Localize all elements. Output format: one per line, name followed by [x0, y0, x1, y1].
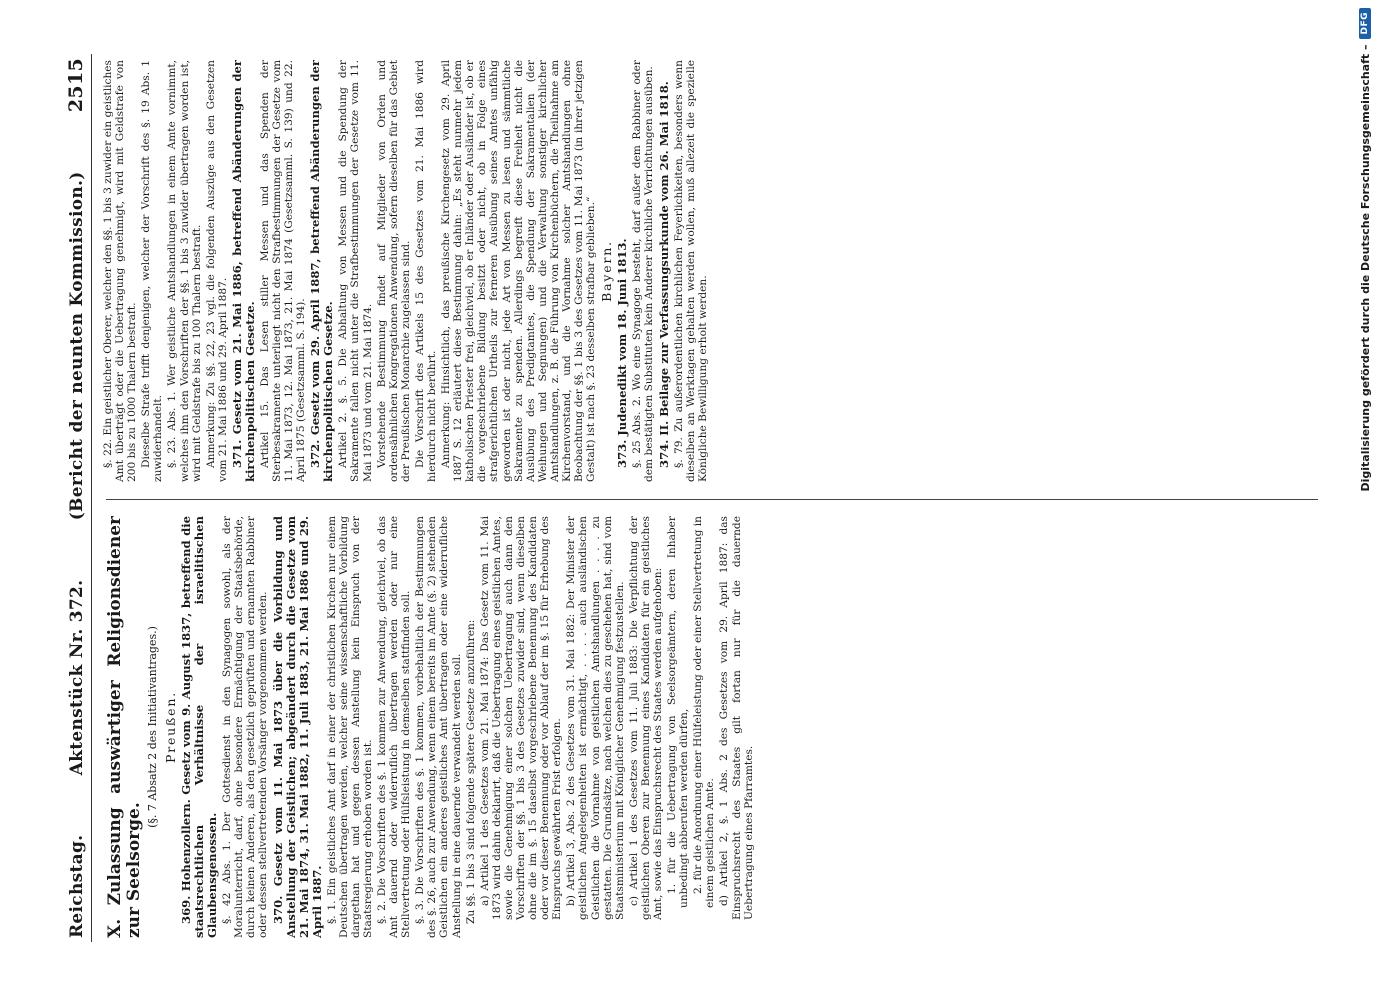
header-middle: Aktenstück Nr. 372.	[67, 579, 87, 776]
section-subtitle: (§. 7 Absatz 2 des Initiativantrages.)	[146, 626, 159, 828]
law-371-heading: 371. Gesetz vom 21. Mai 1886, betreffend Abänderungen der kirchenpolitischen Gesetze.	[229, 60, 257, 482]
item-d-label: d)	[718, 895, 731, 906]
paragraph-3: §. 3. Die Vorschriften des §. 1 kommen, vorbehaltlich der Bestimmungen des §. 26, auch zur Anwendung, wenn einem bereits im Amte (§. 2) stehenden Geistlichen ein anderes geistliches Amt übertragen oder eine widerrufliche Anstellung in eine dauernde verwandelt werden soll.	[414, 516, 463, 938]
law-369-heading: 369. Hohenzollern. Gesetz vom 9. August 1837, betreffend die staatsrechtlichen Verhältnisse der israelitischen Glaubensgenossen.	[179, 516, 220, 938]
item-a-text: Artikel 1 des Gesetzes vom 21. Mai 1874: Das Gesetz vom 11. Mai 1873 wird dahin deklarirt, daß die Uebertragung eines geistlichen Amtes, sowie die Genehmigung einer solchen Uebertragung auch dann den Vorschriften der §§. 1 bis 3 des Gesetzes zuwider sind, wenn dieselben ohne die im §. 15 daselbst vorgeschriebene Benennung des Kandidaten oder vor dieser Benennung oder vor Ablauf der im §. 15 für Erhebung des Einspruchs gewährten Frist erfolgen.	[478, 516, 564, 920]
text-columns	[102, 54, 1328, 942]
law-372-text-3: Die Vorschrift des Artikels 15 des Gesetzes vom 21. Mai 1886 wird hierdurch nicht berührt.	[413, 60, 438, 482]
paragraph-23-note: Anmerkung: Zu §§. 22, 23 vgl. die folgenden Auszüge aus den Gesetzen vom 21. Mai 1886 und 29. April 1887.	[204, 60, 229, 482]
item-c	[628, 516, 664, 938]
law-372-note: Anmerkung: Hinsichtlich, das preußische Kirchengesetz vom 29. April 1887 S. 12 erläutert diese Bestimmung dahin: „Es steht nunmehr jedem katholischen Priester frei, gleichviel, ob er Inländer oder Ausländer ist, ob er die vorgeschriebene Bildung besitzt oder nicht, ob in Folge eines strafgerichtlichen Urtheils zur ferneren Ausübung seines Amtes unfähig geworden ist oder nicht, jede Art von Messen zu lesen und sämmtliche Sakramente zu spenden. Allerdings begreift diese Freiheit nicht die Ausübung des Predigtamtes, die Spendung der Sakramentalien (der Weihungen und Segnungen) und die Verwaltung sonstiger kirchlicher Amtshandlungen, z. B. die Führung von Kirchenbüchern, die Theilnahme am Kirchenvorstand, und die Vornahme solcher Amtshandlungen ohne Beobachtung der §§. 1 bis 3 des Gesetzes vom 11. Mai 1873 (in ihrer jetzigen Gestalt) ist nach §. 23 desselben strafbar geblieben.“	[440, 60, 598, 482]
running-head	[58, 54, 92, 942]
digitization-credit	[1353, 8, 1377, 993]
law-370-heading: 370. Gesetz vom 11. Mai 1873 über die Vorbildung und Anstellung der Geistlichen; abgeändert durch die Gesetze vom 21. Mai 1874, 31. Mai 1882, 11. Juli 1883, 21. Mai 1886 und 29. April 1887.	[270, 516, 324, 938]
state-heading-bavaria: Bayern.	[599, 240, 615, 302]
paragraph-22-b: Dieselbe Strafe trifft denjenigen, welcher der Vorschrift des §. 19 Abs. 1 zuwiderhandelt.	[140, 60, 165, 482]
section-title: X. Zulassung auswärtiger Religionsdiener zur Seelsorge.	[105, 516, 144, 938]
item-c-2: 2. für die Anordnung einer Hülfeleistung oder einer Stellvertretung in einem geistlichen Amte.	[692, 516, 717, 908]
credit-text: Digitalisierung gefördert durch die Deutsche Forschungsgemeinschaft –	[1358, 44, 1372, 492]
page-number: 2515	[65, 58, 87, 113]
item-b	[565, 516, 625, 938]
item-c-1: 1. für die Uebertragung von Seelsorgeämtern, deren Inhaber unbedingt abberufen werden dürfen,	[666, 516, 691, 908]
law-371-text: Artikel 15. Das Lesen stiller Messen und das Spenden der Sterbesakramente unterliegt nicht den Strafbestimmungen der Gesetze vom 11. Mai 1873, 12. Mai 1873, 21. Mai 1874 (Gesetzsamml. S. 139) und 22. April 1875 (Gesetzsamml. S. 194).	[258, 60, 308, 482]
item-d-text: Artikel 2, §. 1 Abs. 2 des Gesetzes vom 29. April 1887: das Einspruchsrecht des Staates gilt fortan nur für die dauernde Uebertragung eines Pfarramtes.	[718, 516, 755, 920]
left-column	[102, 516, 1328, 938]
header-left: Reichstag.	[67, 834, 87, 938]
item-b-label: b)	[565, 895, 578, 906]
item-d	[718, 516, 754, 938]
law-373-text: §. 25 Abs. 2. Wo eine Synagoge besteht, darf außer dem Rabbiner oder dem bestätigten Substituten kein Anderer kirchliche Verrichtungen ausüben.	[631, 60, 656, 482]
item-b-text: Artikel 3, Abs. 2 des Gesetzes vom 31. Mai 1882: Der Minister der geistlichen Angelegenheiten ist ermächtigt, . . . . auch ausländischen Geistlichen die Vornahme von geistlichen Amtshandlungen . . . . zu gestatten. Die Grundsätze, nach welchen dies zu geschehen hat, sind vom Staatsministerium mit Königlicher Genehmigung festzustellen.	[565, 516, 626, 920]
item-a-label: a)	[478, 895, 491, 906]
paragraph-22: §. 22. Ein geistlicher Oberer, welcher den §§. 1 bis 3 zuwider ein geistliches Amt überträgt oder die Uebertragung genehmigt, wird mit Geldstrafe von 200 bis zu 1000 Thalern bestraft.	[102, 60, 139, 482]
rotated-text-block	[58, 54, 1328, 942]
law-372-text-1: Artikel 2. §. 5. Die Abhaltung von Messen und die Spendung der Sakramente fallen nicht unter die Strafbestimmungen der Gesetze vom 11. Mai 1873 und vom 21. Mai 1874.	[337, 60, 374, 482]
item-c-label: c)	[627, 895, 640, 906]
item-a	[479, 516, 564, 938]
law-374-heading: 374. II. Beilage zur Verfassungsurkunde vom 26. Mai 1818.	[656, 81, 671, 468]
law-372-heading: 372. Gesetz vom 29. April 1887, betreffend Abänderungen der kirchenpolitischen Gesetze.	[308, 60, 336, 482]
law-374-text: §. 79. Zu außerordentlichen kirchlichen Feyerlichkeiten, besonders wenn dieselben an Werktagen gehalten werden wollen, muß allezeit die spezielle Königliche Bewilligung erholt werden.	[672, 60, 709, 482]
paragraph-4: Zu §§. 1 bis 3 sind folgende spätere Gesetze anzuführen:	[464, 619, 477, 924]
paragraph-1: §. 1. Ein geistliches Amt darf in einer der christlichen Kirchen nur einem Deutschen übertragen werden, welcher seine wissenschaftliche Vorbildung dargethan hat und gegen dessen Anstellung kein Einspruch von der Staatsregierung erhoben worden ist.	[325, 516, 374, 938]
right-column	[102, 60, 1328, 482]
column-divider	[106, 499, 1318, 500]
header-right-title: (Bericht der neunten Kommission.)	[67, 171, 87, 521]
law-373-heading: 373. Judenedikt vom 18. Juni 1813.	[615, 238, 630, 468]
law-369-text: §. 42 Abs. 1. Der Gottesdienst in den Synagogen sowohl, als der Moralunterricht, darf, ohne besondere Ermächtigung der Staatsbehörde, durch keinen Anderen, als den gesetzlich geprüften und ernannten Rabbiner oder dessen stellvertretenden Vorsänger vorgenommen werden.	[221, 516, 270, 938]
dfg-logo: DFG	[1359, 8, 1371, 39]
paragraph-2: §. 2. Die Vorschriften des §. 1 kommen zur Anwendung, gleichviel, ob das Amt dauernd oder widerruflich übertragen werden oder nur eine Stellvertretung oder Hülfsleistung in demselben stattfinden soll.	[375, 516, 413, 938]
paragraph-23: §. 23. Abs. 1. Wer geistliche Amtshandlungen in einem Amte vornimmt, welches ihm den Vorschriften der §§. 1 bis 3 zuwider übertragen worden ist, wird mit Geldstrafe bis zu 100 Thalern bestraft.	[166, 60, 203, 482]
state-heading-prussia: Preußen.	[163, 691, 179, 764]
item-c-text: Artikel 1 des Gesetzes vom 11. Juli 1883: Die Verpflichtung der geistlichen Oberen zur Benennung eines Kandidaten für ein geistliches Amt, sowie das Einspruchsrecht des Staates werden aufgehoben:	[627, 516, 664, 920]
law-372-text-2: Vorstehende Bestimmung findet auf Mitglieder von Orden und ordensähnlichen Kongregationen Anwendung, sofern dieselben für das Gebiet der Preußischen Monarchie zugelassen sind.	[375, 60, 412, 482]
